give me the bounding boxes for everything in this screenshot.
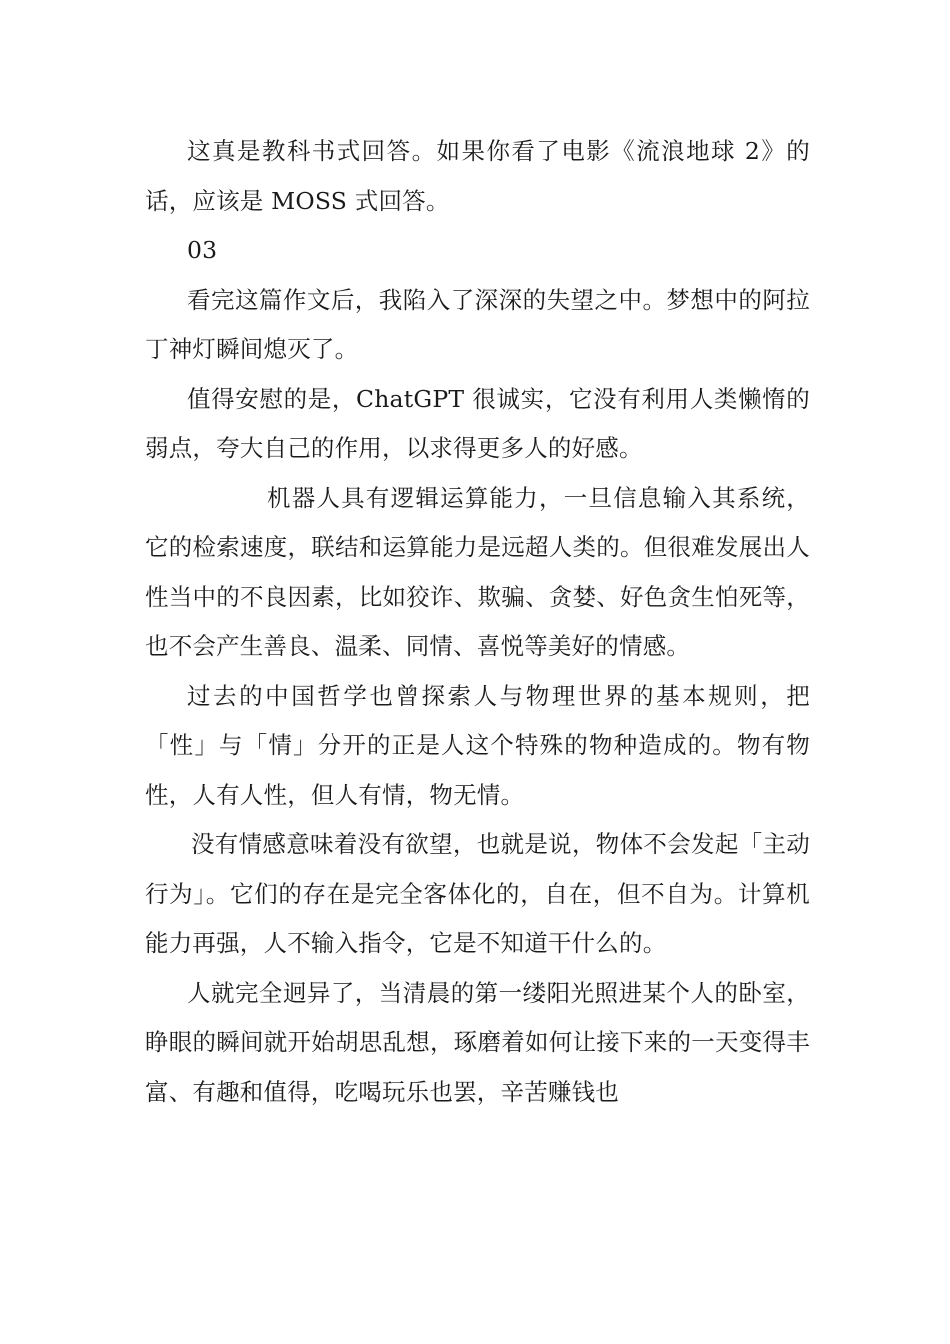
paragraph-chatgpt-honest: 值得安慰的是，ChatGPT 很诚实，它没有利用人类懒惰的弱点，夸大自己的作用，以求得更多人的好感。: [145, 384, 810, 462]
article-body: [145, 127, 810, 1117]
paragraph-disappointment: 看完这篇作文后，我陷入了深深的失望之中。梦想中的阿拉丁神灯瞬间熄灭了。: [145, 285, 810, 363]
section-number: 03: [187, 236, 218, 264]
paragraph-chinese-philosophy: 过去的中国哲学也曾探索人与物理世界的基本规则，把「性」与「情」分开的正是人这个特殊的物种造成的。物有物性，人有人性，但人有情，物无情。: [145, 681, 810, 809]
paragraph-moss-answer: 这真是教科书式回答。如果你看了电影《流浪地球 2》的话，应该是 MOSS 式回答。: [145, 137, 810, 215]
paragraph-human-different: 人就完全迥异了，当清晨的第一缕阳光照进某个人的卧室，睁眼的瞬间就开始胡思乱想，琢磨着如何让接下来的一天变得丰富、有趣和值得，吃喝玩乐也罢，辛苦赚钱也: [145, 978, 810, 1106]
paragraph-robot-logic: 机器人具有逻辑运算能力，一旦信息输入其系统，它的检索速度，联结和运算能力是远超人类的。但很难发展出人性当中的不良因素，比如狡诈、欺骗、贪婪、好色贪生怕死等，也不会产生善良、温柔、同情、喜悦等美好的情感。: [145, 483, 810, 660]
paragraph-no-emotion: 没有情感意味着没有欲望，也就是说，物体不会发起「主动行为」。它们的存在是完全客体化的，自在，但不自为。计算机能力再强，人不输入指令，它是不知道干什么的。: [145, 830, 810, 957]
